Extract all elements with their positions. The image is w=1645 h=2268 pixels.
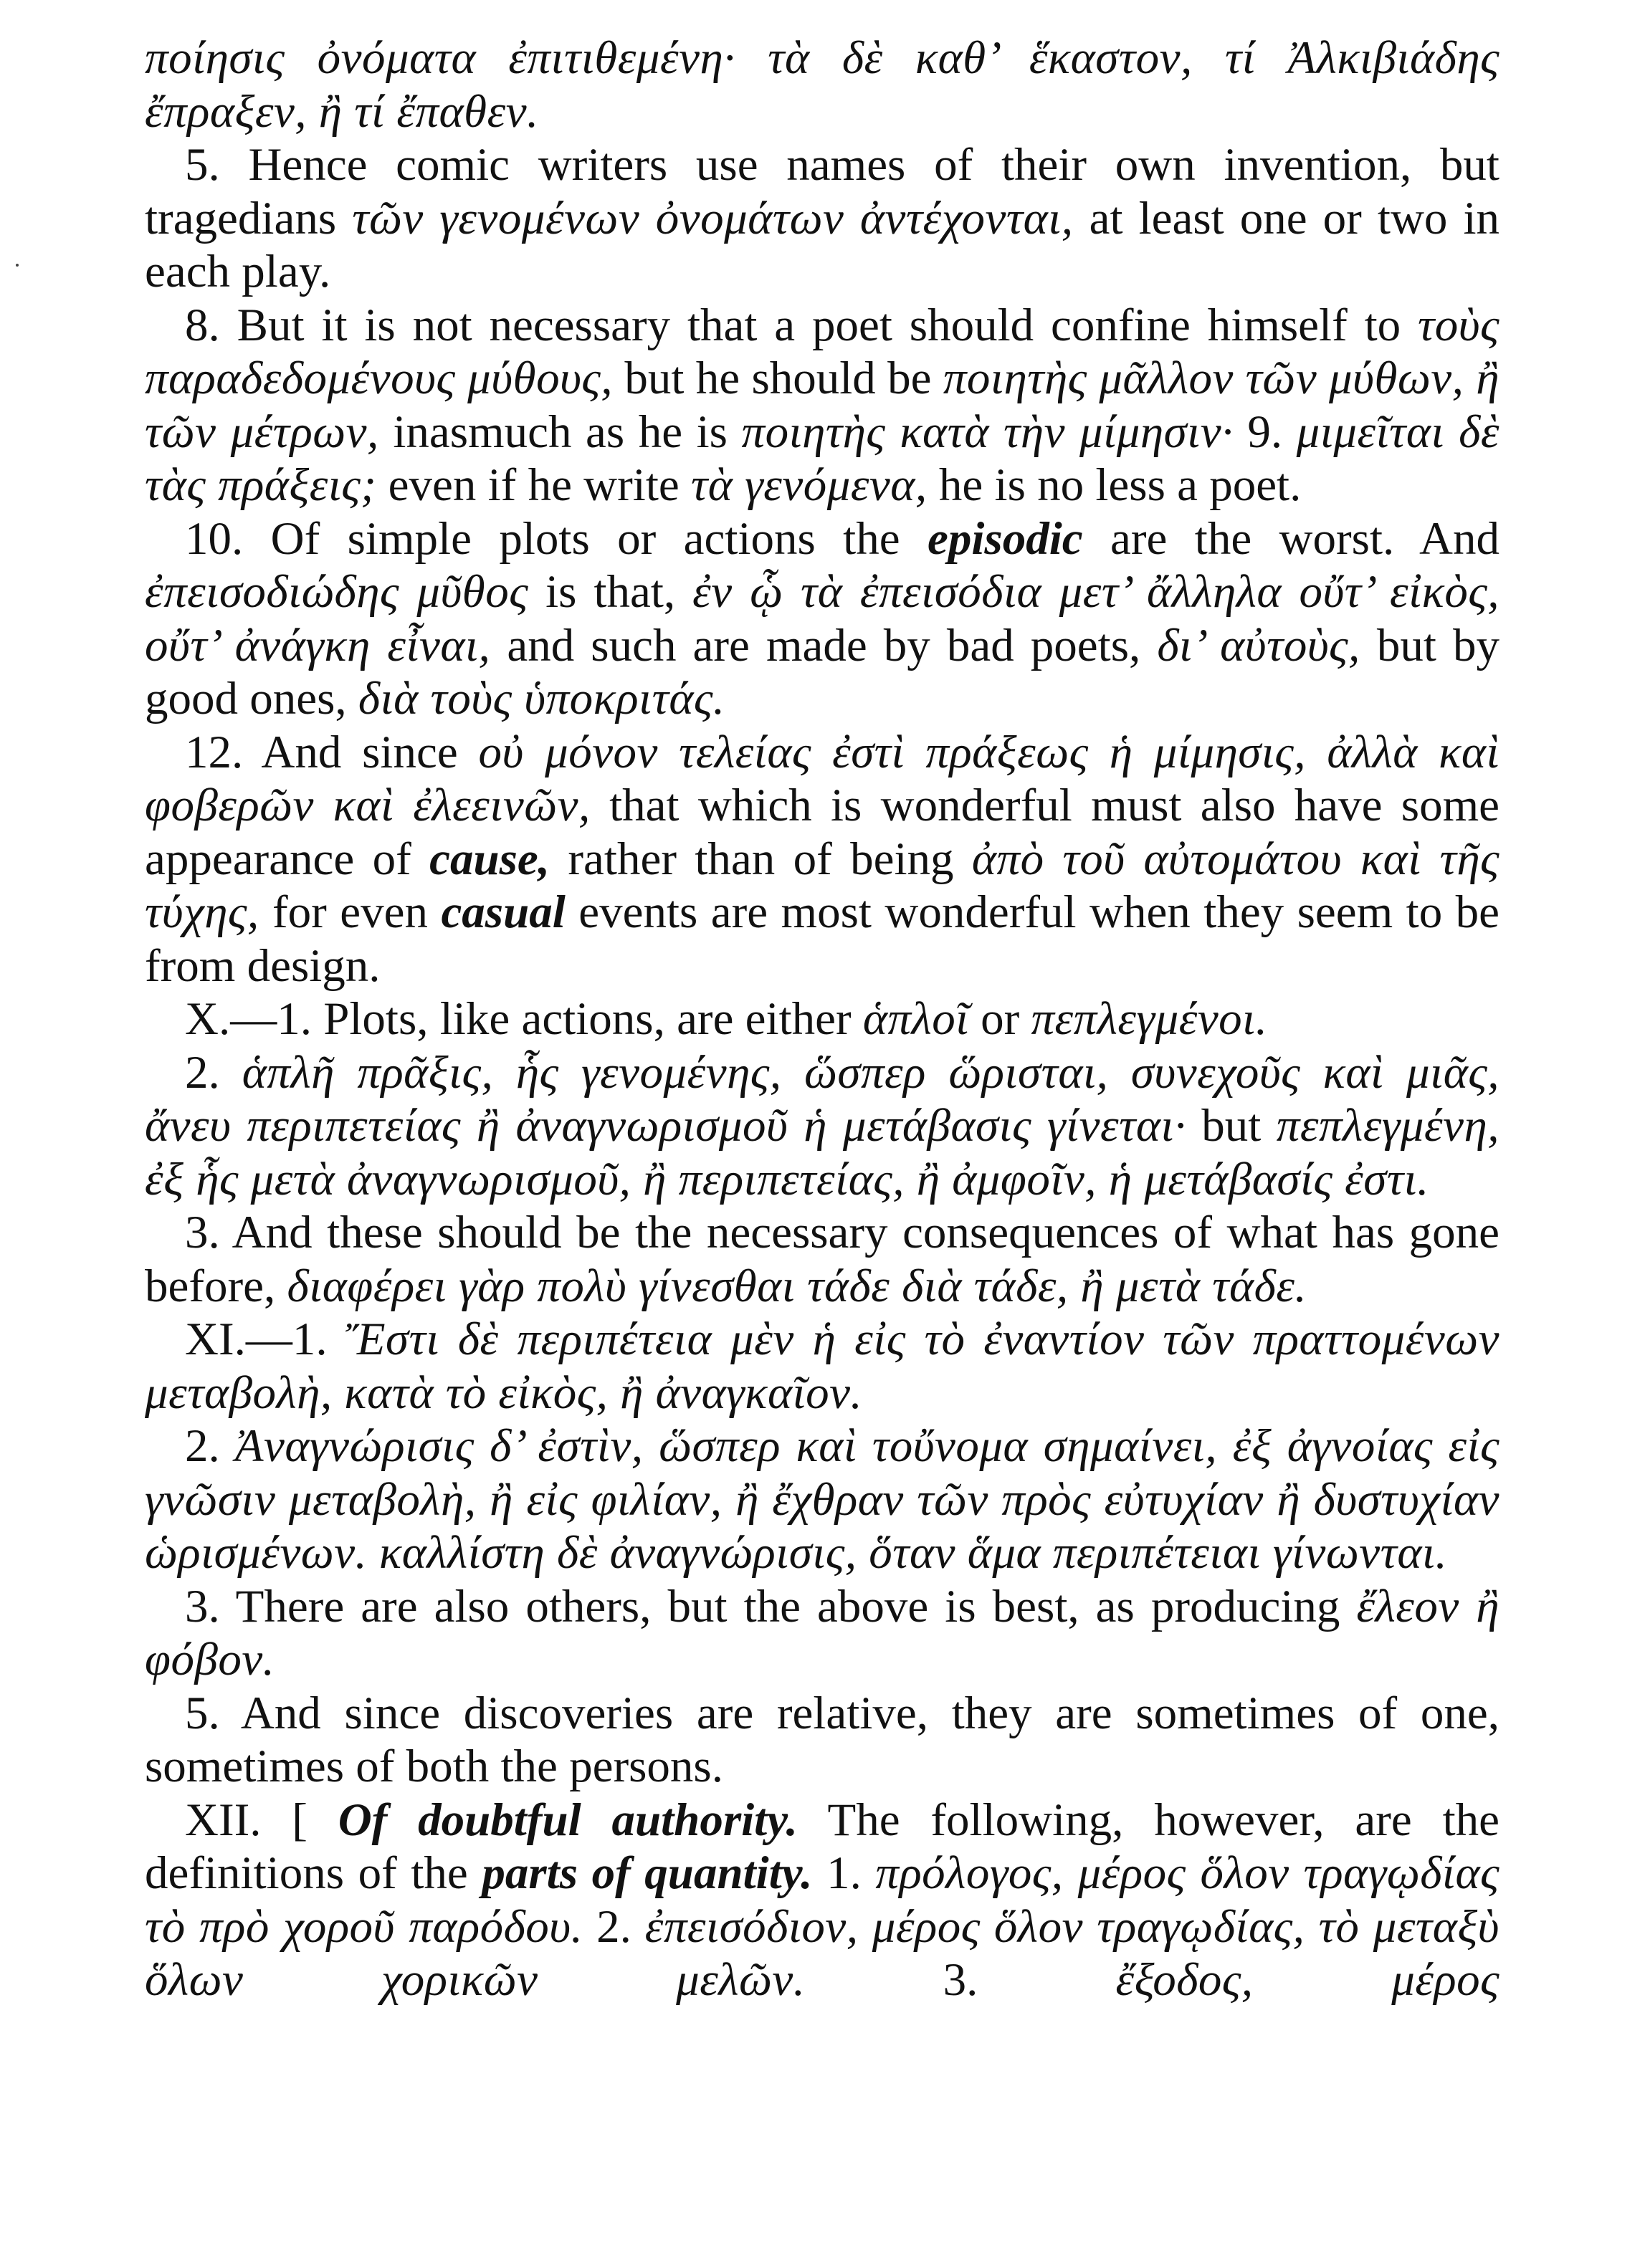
emphasis-text: Of doubtful authority. <box>338 1794 798 1846</box>
greek-text: πεπλεγμένοι. <box>1031 993 1268 1045</box>
greek-text: ἀπὸ τοῦ αὐτομάτου καὶ τῆς τύχης, <box>145 833 1500 938</box>
text-span: but he should be <box>613 353 943 404</box>
text-span: that which is wonderful must also have some appearance of <box>145 780 1499 885</box>
book-page <box>145 32 1499 2007</box>
greek-text: διὰ τοὺς ὑποκριτάς. <box>358 673 725 724</box>
text-span: 2. <box>185 1420 235 1472</box>
text-span: even if he write <box>376 459 691 511</box>
greek-text: Ἀναγνώρισις δ’ ἐστὶν, ὥσπερ καὶ τοὔνομα σημαίνει, ἐξ ἀγνοίας εἰς γνῶσιν μεταβολὴ, ἢ εἰς φιλίαν, ἢ ἔχθραν τῶν πρὸς εὐτυχίαν ἢ δυστυχίαν ὡρισμένων. καλλίστη δὲ ἀναγνώρισις, ὅταν ἅμα περιπέτειαι γίνωνται. <box>145 1420 1500 1579</box>
greek-text: οὐ μόνον τελείας ἐστὶ πράξεως ἡ μίμησις, ἀλλὰ καὶ φοβερῶν καὶ ἐλεεινῶν, <box>145 726 1499 831</box>
emphasis-text: parts of quantity. <box>482 1847 813 1899</box>
text-span: X.—1. Plots, like actions, are either <box>185 993 863 1045</box>
greek-text: ἁπλοῖ <box>862 993 969 1045</box>
text-span: but by good ones, <box>145 619 1500 724</box>
greek-text: ποιητὴς μᾶλλον τῶν μύθων, ἢ τῶν μέτρων, <box>145 353 1499 458</box>
greek-text: διαφέρει γὰρ πολὺ γίνεσθαι τάδε διὰ τάδε, ἢ μετὰ τάδε. <box>287 1260 1307 1312</box>
emphasis-text: episodic <box>928 512 1083 565</box>
greek-text: ἐπεισόδιον, μέρος ὅλον τραγῳδίας, τὸ μεταξὺ ὅλων χορικῶν μελῶν. <box>145 1900 1499 2006</box>
emphasis-text: casual <box>441 886 566 938</box>
text-span: events are most wonderful when they seem to be from design. <box>145 886 1499 992</box>
paragraph-5-comic-writers <box>145 138 1499 299</box>
text-span: 5. And since discoveries are relative, they are sometimes of one, sometimes of both the persons. <box>145 1687 1499 1792</box>
greek-text: πρόλογος, μέρος ὅλον τραγῳδίας τὸ πρὸ χοροῦ παρόδου. <box>145 1847 1499 1953</box>
paragraph-xi-1-peripeteia <box>145 1313 1499 1420</box>
emphasis-text: cause, <box>429 833 550 885</box>
greek-text: ποιητὴς κατὰ τὴν μίμησιν· <box>741 406 1234 458</box>
greek-text: δι’ αὐτοὺς, <box>1157 619 1360 671</box>
text-span: XII. [ <box>185 1794 338 1846</box>
margin-speck <box>16 264 19 267</box>
greek-text: πεπλεγμένη, ἐξ ἧς μετὰ ἀναγνωρισμοῦ, ἢ περιπετείας, ἢ ἀμφοῖν, ἡ μετάβασίς ἐστι. <box>145 1100 1499 1205</box>
text-span: The following, however, are the definitions of the <box>145 1794 1499 1899</box>
text-span: 5. Hence comic writers use names of their own invention, but tragedians <box>145 139 1499 244</box>
text-span: 8. But it is not necessary that a poet should confine himself to <box>185 299 1418 351</box>
paragraph-xi-3-others <box>145 1580 1499 1687</box>
text-span: 2. <box>185 1046 242 1099</box>
text-span: but <box>1186 1100 1277 1152</box>
greek-text: Ἔστι δὲ περιπέτεια μὲν ἡ εἰς τὸ ἐναντίον τῶν πραττομένων μεταβολὴ, κατὰ τὸ εἰκὸς, ἢ ἀναγκαῖον. <box>145 1314 1499 1419</box>
text-span: he is no less a poet. <box>927 459 1302 511</box>
paragraph-x-3-consequences <box>145 1206 1499 1313</box>
text-span: 3. <box>805 1954 1116 2006</box>
greek-text: ἐπεισοδιώδης μῦθος <box>145 566 529 618</box>
text-span: 2. <box>583 1900 645 1953</box>
text-span: 3. And these should be the necessary consequences of what has gone before, <box>145 1207 1499 1312</box>
text-span: and such are made by bad poets, <box>490 619 1158 671</box>
paragraph-greek-continuation <box>145 32 1499 138</box>
text-span: 1. <box>812 1847 876 1899</box>
text-span: XI.—1. <box>185 1314 345 1365</box>
greek-text: τῶν γενομένων ὀνομάτων ἀντέχονται, <box>352 192 1074 244</box>
greek-text: ἁπλῆ πρᾶξις, ἧς γενομένης, ὥσπερ ὥρισται, συνεχοῦς καὶ μιᾶς, ἄνευ περιπετείας ἢ ἀναγνωρισμοῦ ἡ μετάβασις γίνεται· <box>145 1046 1499 1152</box>
paragraph-x-2-simple-action <box>145 1046 1499 1207</box>
text-span: rather than of being <box>550 833 972 885</box>
text-span: for even <box>259 886 442 938</box>
greek-text: τὰ γενόμενα, <box>690 459 928 511</box>
text-span: at least one or two in each play. <box>145 192 1500 297</box>
greek-text: ποίησις ὀνόματα ἐπιτιθεμένη· τὰ δὲ καθ’ ἕκαστον, τί Ἀλκιβιάδης ἔπραξεν, ἢ τί ἔπαθεν. <box>145 32 1499 138</box>
paragraph-12-wonderful <box>145 726 1499 993</box>
text-span: 3. There are also others, but the above is best, as producing <box>185 1580 1357 1632</box>
paragraph-x-1-plots <box>145 992 1499 1046</box>
text-span: 9. <box>1233 406 1297 458</box>
text-span: are the worst. And <box>1082 512 1499 565</box>
paragraph-xi-2-anagnorisis <box>145 1420 1499 1580</box>
text-span: or <box>968 993 1031 1045</box>
text-span: inasmuch as he is <box>378 406 742 458</box>
paragraph-10-episodic <box>145 512 1499 726</box>
greek-text: ἔλεον ἢ φόβον. <box>145 1580 1499 1685</box>
text-span: 12. And since <box>185 726 479 778</box>
text-span: is that, <box>528 566 693 618</box>
greek-text: τοὺς παραδεδομένους μύθους, <box>145 299 1499 404</box>
paragraph-xi-5-discoveries <box>145 1687 1499 1794</box>
greek-text: ἔξοδος, μέρος <box>1115 1954 1500 2006</box>
greek-text: ἐν ᾧ τὰ ἐπεισόδια μετ’ ἄλληλα οὔτ’ εἰκὸς, οὔτ’ ἀνάγκη εἶναι, <box>145 566 1499 671</box>
greek-text: μιμεῖται δὲ τὰς πράξεις; <box>145 406 1499 511</box>
paragraph-xii-doubtful <box>145 1794 1499 2007</box>
text-span: 10. Of simple plots or actions the <box>185 512 928 565</box>
paragraph-8-poet-confine <box>145 299 1499 512</box>
